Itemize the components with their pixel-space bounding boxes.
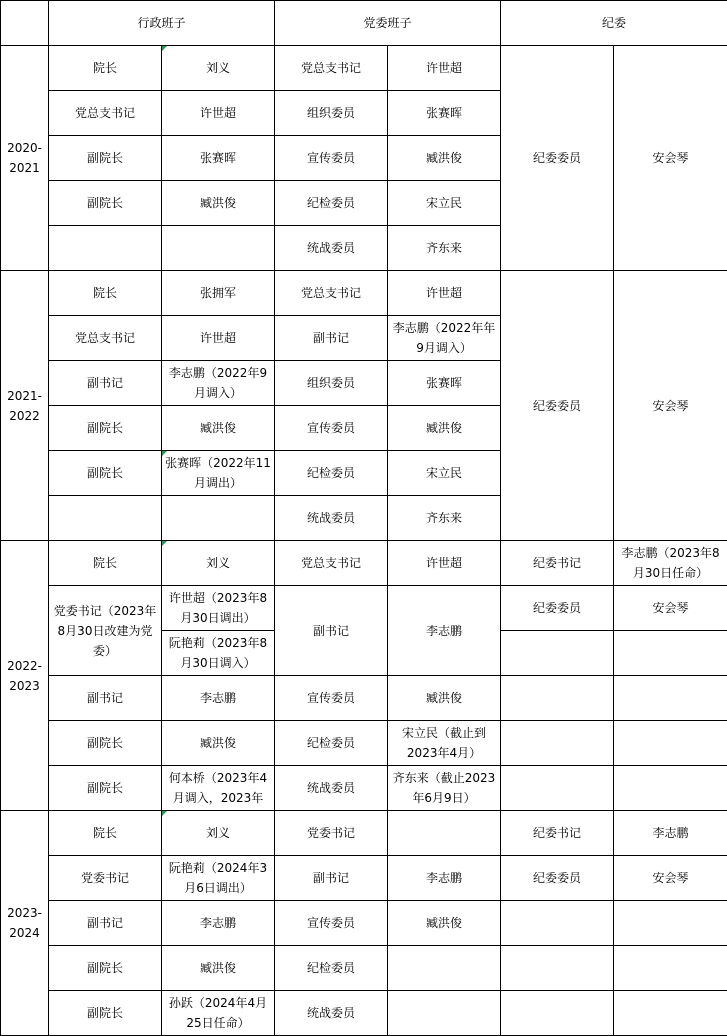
party-role: 党委书记 (275, 811, 388, 856)
admin-role: 党总支书记 (49, 91, 162, 136)
admin-name: 何本桥（2023年4月调入，2023年 (162, 766, 275, 811)
year-cell: 2021-2022 (1, 271, 49, 541)
admin-name: 阮艳莉（2023年8月30日调入） (162, 631, 275, 676)
admin-name: 阮艳莉（2024年3月6日调出） (162, 856, 275, 901)
party-name: 臧洪俊 (388, 676, 501, 721)
table-row (1, 271, 727, 316)
admin-role: 院长 (49, 46, 162, 91)
discipline-name (614, 631, 727, 676)
admin-role: 副院长 (49, 136, 162, 181)
discipline-role (501, 676, 614, 721)
admin-role: 院长 (49, 271, 162, 316)
party-name: 齐东来（截止2023年6月9日） (388, 766, 501, 811)
admin-name: 刘义 (162, 811, 275, 856)
party-role: 组织委员 (275, 91, 388, 136)
party-role: 统战委员 (275, 226, 388, 271)
table-row (1, 901, 727, 946)
party-name: 宋立民（截止到2023年4月） (388, 721, 501, 766)
discipline-role: 纪委书记 (501, 811, 614, 856)
table-row (1, 946, 727, 991)
admin-name: 李志鹏（2022年9月调入） (162, 361, 275, 406)
party-name: 许世超 (388, 541, 501, 586)
party-name: 臧洪俊 (388, 406, 501, 451)
party-name (388, 946, 501, 991)
party-name: 李志鹏（2022年年9月调入） (388, 316, 501, 361)
party-role: 宣传委员 (275, 406, 388, 451)
admin-name: 刘义 (162, 541, 275, 586)
party-name: 李志鹏 (388, 856, 501, 901)
party-name: 张赛晖 (388, 91, 501, 136)
party-name: 李志鹏 (388, 586, 501, 676)
admin-name: 许世超 (162, 91, 275, 136)
table-row (1, 811, 727, 856)
discipline-role (501, 721, 614, 766)
party-role: 宣传委员 (275, 136, 388, 181)
table-row (1, 991, 727, 1036)
admin-role: 副院长 (49, 451, 162, 496)
party-role: 宣传委员 (275, 901, 388, 946)
party-role: 党总支书记 (275, 46, 388, 91)
admin-role: 副书记 (49, 901, 162, 946)
admin-role: 副院长 (49, 991, 162, 1036)
party-name: 张赛晖 (388, 361, 501, 406)
party-role: 党总支书记 (275, 271, 388, 316)
party-role: 副书记 (275, 856, 388, 901)
admin-name (162, 226, 275, 271)
party-name: 宋立民 (388, 451, 501, 496)
admin-role: 副院长 (49, 181, 162, 226)
admin-name: 臧洪俊 (162, 181, 275, 226)
party-name: 许世超 (388, 271, 501, 316)
table-row (1, 721, 727, 766)
party-name: 宋立民 (388, 181, 501, 226)
party-name: 齐东来 (388, 496, 501, 541)
party-role: 党总支书记 (275, 541, 388, 586)
discipline-role: 纪委委员 (501, 46, 614, 271)
party-name: 臧洪俊 (388, 901, 501, 946)
party-name: 臧洪俊 (388, 136, 501, 181)
party-name (388, 991, 501, 1036)
header-admin: 行政班子 (49, 1, 275, 46)
admin-name: 臧洪俊 (162, 406, 275, 451)
party-role: 统战委员 (275, 991, 388, 1036)
discipline-name: 安会琴 (614, 586, 727, 631)
admin-name (162, 496, 275, 541)
party-role: 纪检委员 (275, 181, 388, 226)
discipline-role (501, 901, 614, 946)
year-cell: 2023-2024 (1, 811, 49, 1036)
admin-name: 刘义 (162, 46, 275, 91)
discipline-name (614, 676, 727, 721)
party-role: 统战委员 (275, 496, 388, 541)
discipline-name: 安会琴 (614, 856, 727, 901)
party-role: 副书记 (275, 316, 388, 361)
year-cell: 2022-2023 (1, 541, 49, 811)
admin-name: 李志鹏 (162, 901, 275, 946)
party-role: 宣传委员 (275, 676, 388, 721)
header-row (1, 1, 727, 46)
header-discipline: 纪委 (501, 1, 727, 46)
admin-role: 院长 (49, 811, 162, 856)
table-row (1, 46, 727, 91)
party-role: 纪检委员 (275, 946, 388, 991)
discipline-name (614, 991, 727, 1036)
party-role: 统战委员 (275, 766, 388, 811)
admin-name: 张赛晖（2022年11月调出） (162, 451, 275, 496)
party-role: 组织委员 (275, 361, 388, 406)
discipline-name: 李志鹏 (614, 811, 727, 856)
discipline-name (614, 766, 727, 811)
discipline-name: 安会琴 (614, 271, 727, 541)
admin-role: 副院长 (49, 406, 162, 451)
admin-role: 党委书记 (49, 856, 162, 901)
discipline-role: 纪委委员 (501, 856, 614, 901)
corner-cell (1, 1, 49, 46)
admin-role: 党委书记（2023年8月30日改建为党委） (49, 586, 162, 676)
admin-role (49, 496, 162, 541)
admin-role: 党总支书记 (49, 316, 162, 361)
admin-name: 臧洪俊 (162, 721, 275, 766)
party-role: 纪检委员 (275, 451, 388, 496)
table-row (1, 586, 727, 631)
admin-role: 院长 (49, 541, 162, 586)
table-row (1, 676, 727, 721)
admin-name: 李志鹏 (162, 676, 275, 721)
discipline-name (614, 721, 727, 766)
discipline-name: 安会琴 (614, 46, 727, 271)
header-party: 党委班子 (275, 1, 501, 46)
admin-name: 许世超（2023年8月30日调出） (162, 586, 275, 631)
admin-name: 臧洪俊 (162, 946, 275, 991)
party-role: 副书记 (275, 586, 388, 676)
discipline-role (501, 766, 614, 811)
admin-role (49, 226, 162, 271)
year-cell: 2020-2021 (1, 46, 49, 271)
discipline-role: 纪委委员 (501, 271, 614, 541)
party-role: 纪检委员 (275, 721, 388, 766)
admin-name: 张赛晖 (162, 136, 275, 181)
discipline-name (614, 946, 727, 991)
admin-role: 副书记 (49, 361, 162, 406)
admin-role: 副院长 (49, 946, 162, 991)
discipline-name: 李志鹏（2023年8月30日任命） (614, 541, 727, 586)
table-row (1, 856, 727, 901)
discipline-role: 纪委委员 (501, 586, 614, 631)
admin-role: 副院长 (49, 721, 162, 766)
discipline-role (501, 631, 614, 676)
discipline-role (501, 946, 614, 991)
party-name (388, 811, 501, 856)
party-name: 许世超 (388, 46, 501, 91)
party-name: 齐东来 (388, 226, 501, 271)
admin-name: 许世超 (162, 316, 275, 361)
admin-name: 张拥军 (162, 271, 275, 316)
discipline-role: 纪委书记 (501, 541, 614, 586)
admin-name: 孙跃（2024年4月25日任命） (162, 991, 275, 1036)
discipline-name (614, 901, 727, 946)
admin-role: 副书记 (49, 676, 162, 721)
admin-role: 副院长 (49, 766, 162, 811)
table-row (1, 541, 727, 586)
discipline-role (501, 991, 614, 1036)
table-row (1, 766, 727, 811)
